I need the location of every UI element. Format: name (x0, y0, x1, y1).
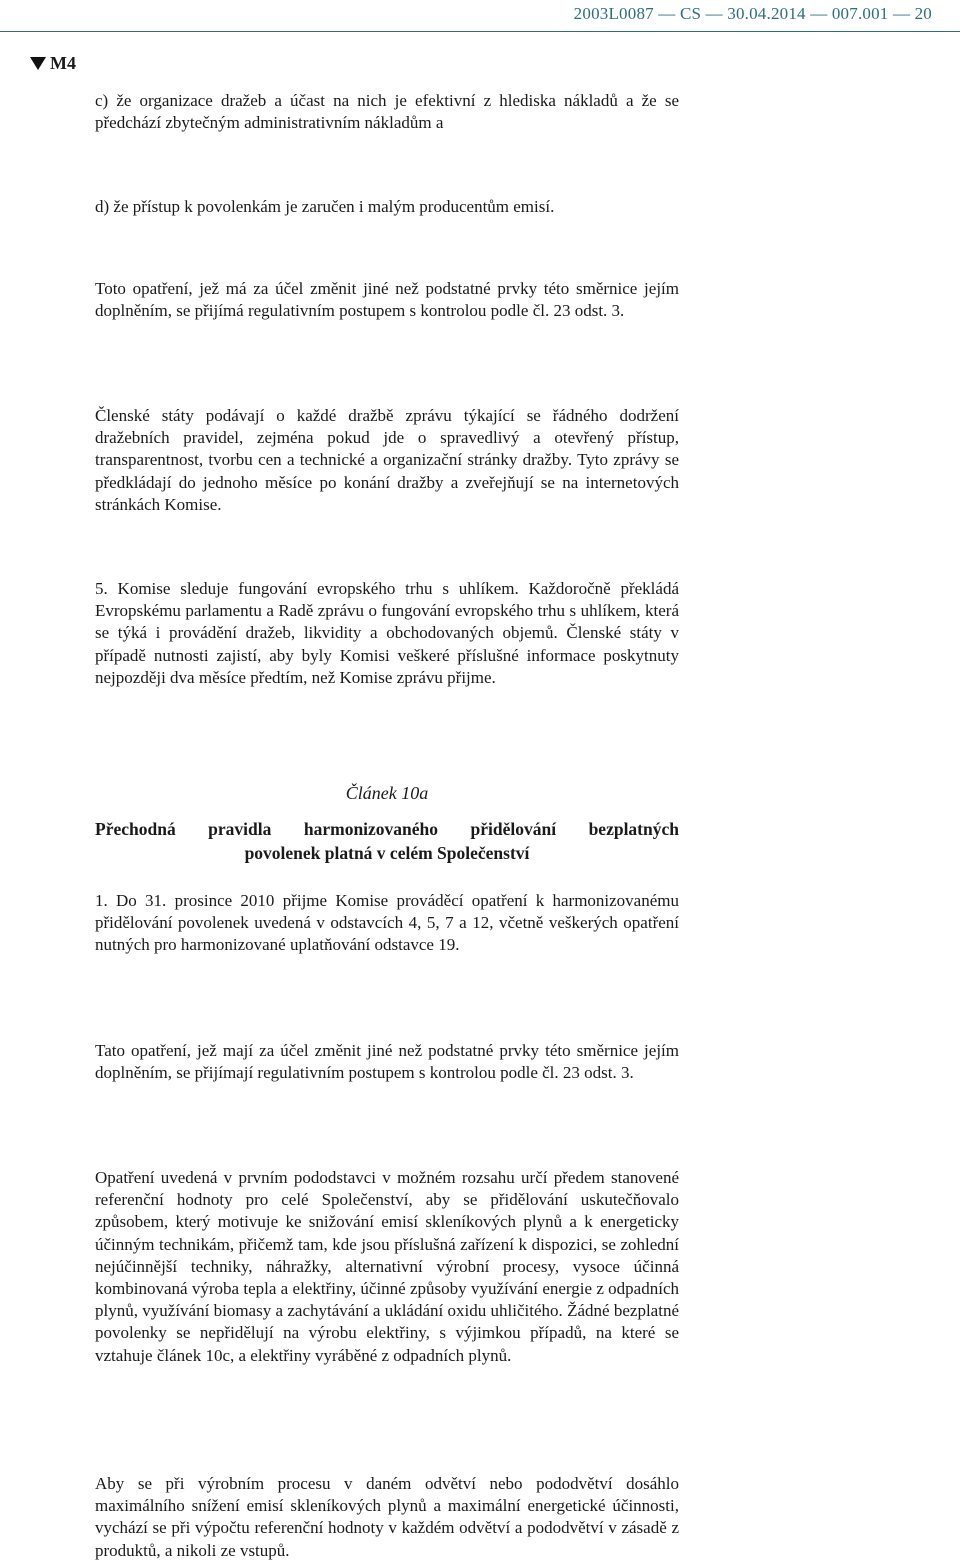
amendment-marker-label: M4 (50, 53, 76, 73)
paragraph-procedure: Toto opatření, jež má za účel změnit jiné než podstatné prvky této směrnice jejím doplněním, se přijímá regulativním postupem s kontrolou podle čl. 23 odst. 3. (95, 279, 679, 321)
article-title-line-2: povolenek platná v celém Společenství (244, 843, 530, 863)
page-header (0, 0, 960, 34)
document-reference: 2003L0087 — CS — 30.04.2014 — 007.001 — 20 (573, 4, 932, 23)
article-title-line-1: Přechodná pravidla harmonizovaného přidělování bezplatných (95, 819, 679, 839)
paragraph-member-states-reports: Členské státy podávají o každé dražbě zprávu týkající se řádného dodržení dražebních pravidel, zejména pokud jde o spravedlivý a otevřený přístup, transparentnost, tvorbu cen a technické a organizační stránky dražby. Tyto zprávy se předkládají do jednoho měsíce po konání dražby a zveřejňují se na internetových stránkách Komise. (95, 406, 679, 514)
article-title (95, 817, 679, 865)
paragraph-benchmarks: Opatření uvedená v prvním pododstavci v možném rozsahu určí předem stanovené referenční hodnoty pro celé Společenství, aby se přidělování uskutečňovalo způsobem, který motivuje ke snižování emisí skleníkových plynů a k energeticky účinným technikám, přičemž tam, kde jsou příslušná zařízení k dispozici, se zohlední nejúčinnější techniky, náhražky, alternativní výrobní procesy, vysoce účinná kombinovaná výroba tepla a elektřiny, účinné způsoby využívání energie z odpadních plynů, využívání biomasy a zachytávání a ukládání oxidu uhličitého. Žádné bezplatné povolenky se nepřidělují na výrobu elektřiny, s výjimkou případů, na které se vztahuje článek 10c, a elektřiny vyráběné z odpadních plynů. (95, 1168, 679, 1365)
paragraph-d: d) že přístup k povolenkám je zaručen i malým producentům emisí. (95, 197, 555, 216)
article-number: Článek 10a (345, 783, 429, 803)
triangle-down-icon (30, 57, 46, 70)
paragraph-5: 5. Komise sleduje fungování evropského trhu s uhlíkem. Každoročně překládá Evropskému parlamentu a Radě zprávu o fungování evropského trhu s uhlíkem, která se týká i provádění dražeb, likvidity a obchodovaných objemů. Členské státy v případě nutnosti zajistí, aby byly Komisi veškeré příslušné informace poskytnuty nejpozději dva měsíce předtím, než Komise zprávu přijme. (95, 579, 679, 687)
paragraph-procedure-2: Tato opatření, jež mají za účel změnit jiné než podstatné prvky této směrnice jejím doplněním, se přijímají regulativním postupem s kontrolou podle čl. 23 odst. 3. (95, 1041, 679, 1083)
paragraph-c: c) že organizace dražeb a účast na nich je efektivní z hlediska nákladů a že se předchází zbytečným administrativním nákladům a (95, 91, 679, 133)
amendment-marker (30, 53, 76, 74)
header-divider (0, 31, 960, 32)
paragraph-product-basis: Aby se při výrobním procesu v daném odvětví nebo pododvětví dosáhlo maximálního snížení emisí skleníkových plynů a maximální energetické účinnosti, vychází se při výpočtu referenční hodnoty v každém odvětví a pododvětví v zásadě z produktů, a nikoli ze vstupů. (95, 1474, 679, 1560)
paragraph-1: 1. Do 31. prosince 2010 přijme Komise prováděcí opatření k harmonizovanému přidělování povolenek uvedená v odstavcích 4, 5, 7 a 12, včetně veškerých opatření nutných pro harmonizované uplatňování odstavce 19. (95, 891, 679, 955)
